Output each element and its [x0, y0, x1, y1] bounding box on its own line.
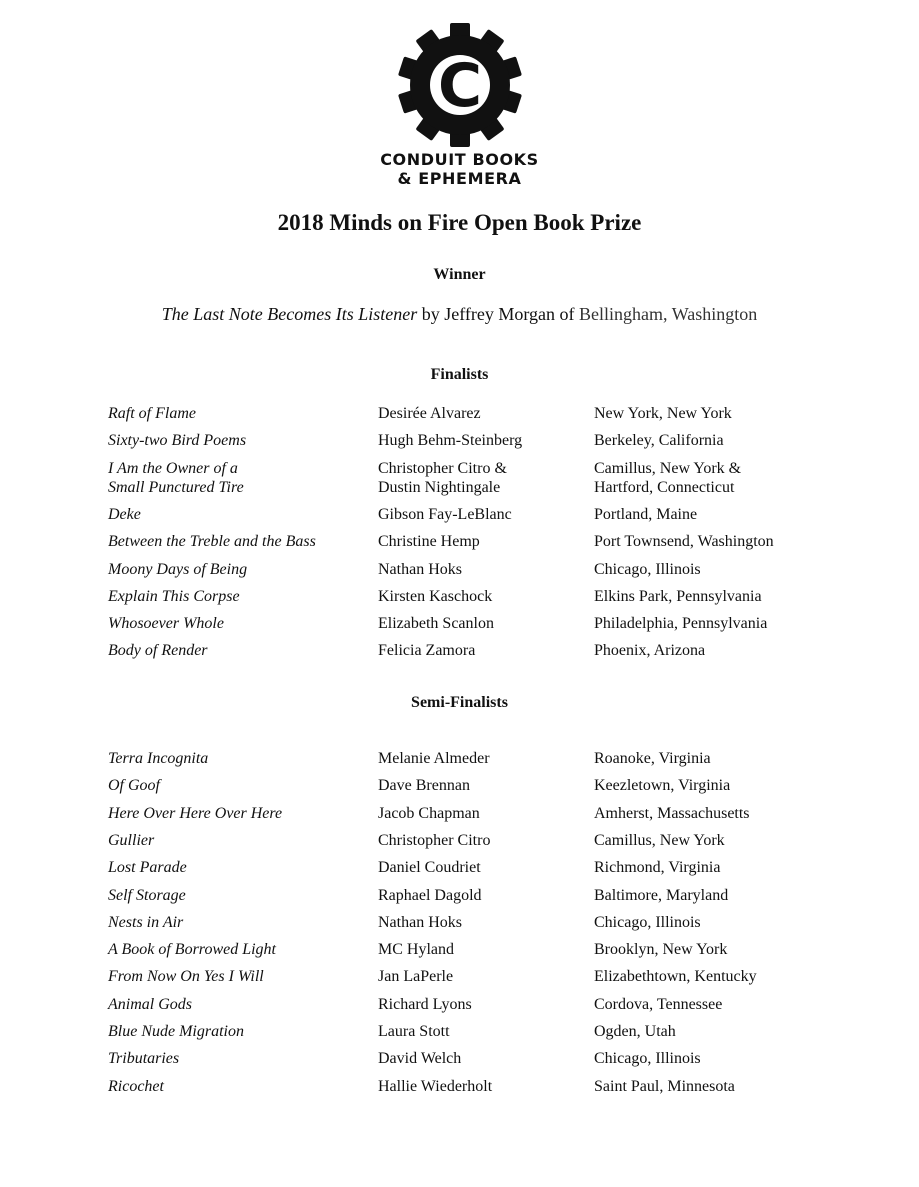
semifinalists-place-line: Keezletown, Virginia: [594, 777, 731, 795]
semifinalists-author: [378, 1077, 492, 1096]
finalists-place-line: Portland, Maine: [594, 505, 698, 523]
semifinalists-author-line: Dave Brennan: [378, 777, 470, 795]
finalists-place-line: Camillus, New York &: [594, 459, 742, 477]
semifinalists-place-line: Brooklyn, New York: [594, 941, 728, 959]
winner-by: by: [421, 304, 440, 324]
semifinalists-place: [594, 804, 750, 823]
semifinalists-book-title-line: Animal Gods: [108, 995, 192, 1013]
semifinalists-author: [378, 1022, 450, 1041]
finalists-place-line: Philadelphia, Pennsylvania: [594, 615, 768, 633]
semifinalists-place: [594, 940, 727, 959]
finalists-book-title: [108, 587, 240, 606]
finalists-book-title-line: Whosoever Whole: [108, 615, 224, 633]
finalists-book-title: [108, 614, 224, 633]
semifinalists-book-title-line: From Now On Yes I Will: [108, 968, 264, 986]
finalists-author: [378, 532, 480, 551]
semifinalists-place: [594, 1077, 735, 1096]
semifinalists-place-line: Saint Paul, Minnesota: [594, 1077, 735, 1095]
semifinalists-author-line: Jan LaPerle: [378, 968, 454, 986]
semifinalists-author: [378, 995, 472, 1014]
semifinalists-place-line: Chicago, Illinois: [594, 913, 701, 931]
publisher-logo: [0, 22, 919, 188]
semifinalists-place: [594, 858, 720, 877]
finalists-place-line: Chicago, Illinois: [594, 560, 701, 578]
semifinalists-place-line: Amherst, Massachusetts: [594, 804, 750, 822]
semifinalists-book-title-line: Self Storage: [108, 886, 186, 904]
logo-line-2: & EPHEMERA: [397, 169, 522, 188]
semifinalists-author: [378, 967, 453, 986]
finalists-book-title: [108, 404, 196, 423]
semifinalists-book-title: [108, 776, 160, 795]
finalists-book-title-line: Small Punctured Tire: [108, 478, 244, 496]
finalists-book-title-line: Deke: [108, 505, 141, 523]
semifinalists-author: [378, 804, 480, 823]
finalists-author-line: Dustin Nightingale: [378, 478, 501, 496]
semifinalists-place-line: Baltimore, Maryland: [594, 886, 729, 904]
semifinalists-place-line: Richmond, Virginia: [594, 859, 721, 877]
semifinalists-book-title: [108, 913, 183, 932]
semifinalists-place-line: Ogden, Utah: [594, 1023, 676, 1040]
semifinalists-author: [378, 831, 490, 850]
semifinalists-author-line: Hallie Wiederholt: [378, 1077, 493, 1095]
page-title: 2018 Minds on Fire Open Book Prize: [277, 210, 642, 235]
finalists-book-title: [108, 505, 141, 524]
semifinalists-author-line: Daniel Coudriet: [378, 859, 481, 877]
finalists-author-line: Gibson Fay-LeBlanc: [378, 505, 512, 523]
finalists-book-title: [108, 532, 316, 551]
finalists-heading: Finalists: [430, 366, 489, 383]
semifinalists-book-title-line: Lost Parade: [108, 859, 187, 877]
semifinalists-author-line: Richard Lyons: [378, 995, 472, 1013]
finalists-place: [594, 505, 697, 524]
finalists-place-line: Hartford, Connecticut: [594, 478, 735, 496]
gear-logo-icon: [392, 22, 528, 148]
semifinalists-place: [594, 1049, 701, 1068]
semifinalists-book-title: [108, 967, 264, 986]
finalists-author: [378, 560, 462, 579]
semifinalists-heading: Semi-Finalists: [411, 694, 508, 711]
finalists-place-line: Phoenix, Arizona: [594, 642, 706, 660]
semifinalists-book-title: [108, 1077, 164, 1096]
winner-place: Bellingham, Washington: [579, 304, 758, 324]
finalists-book-title-line: Explain This Corpse: [108, 587, 240, 605]
finalists-author: [378, 614, 494, 633]
finalists-author-line: Hugh Behm-Steinberg: [378, 432, 523, 450]
finalists-book-title: [108, 459, 244, 497]
logo-wordmark: [0, 150, 919, 188]
finalists-book-title-line: Between the Treble and the Bass: [108, 533, 316, 551]
semifinalists-author: [378, 776, 470, 795]
semifinalists-author: [378, 913, 462, 932]
finalists-author: [378, 459, 507, 497]
winner-heading: Winner: [433, 266, 486, 283]
semifinalists-place: [594, 776, 730, 795]
semifinalists-place: [594, 995, 722, 1014]
finalists-book-title: [108, 560, 247, 579]
semifinalists-author: [378, 1049, 461, 1068]
semifinalists-author: [378, 749, 490, 768]
finalists-book-title-line: Sixty-two Bird Poems: [108, 432, 247, 450]
semifinalists-place: [594, 913, 701, 932]
finalists-place: [594, 459, 741, 497]
finalists-place: [594, 404, 732, 423]
semifinalists-book-title-line: Nests in Air: [108, 913, 184, 931]
winner-entry: [0, 304, 919, 325]
finalists-author-line: Desirée Alvarez: [378, 405, 481, 422]
semifinalists-author-line: Christopher Citro: [378, 831, 491, 849]
semifinalists-book-title: [108, 749, 208, 768]
semifinalists-place-line: Camillus, New York: [594, 831, 725, 849]
semifinalists-author: [378, 886, 482, 905]
finalists-place: [594, 641, 705, 660]
finalists-place-line: Elkins Park, Pennsylvania: [594, 587, 762, 605]
finalists-book-title: [108, 431, 246, 450]
finalists-author: [378, 505, 512, 524]
semifinalists-book-title: [108, 886, 186, 905]
semifinalists-book-title: [108, 858, 187, 877]
semifinalists-book-title-line: A Book of Borrowed Light: [108, 941, 276, 959]
semifinalists-place-line: Chicago, Illinois: [594, 1050, 701, 1068]
finalists-place: [594, 560, 701, 579]
finalists-author: [378, 587, 492, 606]
finalists-book-title-line: Moony Days of Being: [108, 560, 248, 578]
semifinalists-book-title-line: Blue Nude Migration: [108, 1023, 244, 1040]
semifinalists-author-line: David Welch: [378, 1050, 462, 1068]
finalists-book-title-line: Body of Render: [108, 642, 208, 660]
finalists-author-line: Christopher Citro &: [378, 459, 507, 477]
finalists-author-line: Nathan Hoks: [378, 560, 462, 578]
finalists-author-line: Felicia Zamora: [378, 642, 476, 660]
semifinalists-book-title: [108, 1022, 244, 1041]
semifinalists-book-title-line: Tributaries: [108, 1050, 180, 1068]
semifinalists-author: [378, 858, 481, 877]
semifinalists-place: [594, 967, 757, 986]
semifinalists-place: [594, 1022, 676, 1041]
finalists-author-line: Christine Hemp: [378, 533, 480, 551]
semifinalists-author: [378, 940, 454, 959]
finalists-place: [594, 532, 774, 551]
semifinalists-book-title: [108, 995, 192, 1014]
finalists-place: [594, 587, 762, 606]
semifinalists-book-title: [108, 940, 276, 959]
semifinalists-author-line: Jacob Chapman: [378, 804, 480, 822]
finalists-author-line: Elizabeth Scanlon: [378, 615, 494, 633]
semifinalists-place-line: Elizabethtown, Kentucky: [594, 968, 757, 986]
logo-line-1: CONDUIT BOOKS: [380, 150, 539, 169]
winner-author: Jeffrey Morgan: [444, 304, 556, 324]
semifinalists-book-title: [108, 804, 282, 823]
semifinalists-place: [594, 831, 725, 850]
finalists-author: [378, 431, 522, 450]
finalists-place-line: New York, New York: [594, 405, 732, 422]
semifinalists-book-title: [108, 831, 154, 850]
semifinalists-author-line: Raphael Dagold: [378, 886, 482, 904]
logo-emblem-letter: C: [437, 51, 482, 121]
finalists-place: [594, 431, 724, 450]
finalists-place: [594, 614, 767, 633]
semifinalists-place: [594, 749, 711, 768]
semifinalists-place-line: Cordova, Tennessee: [594, 995, 723, 1013]
semifinalists-author-line: Laura Stott: [378, 1023, 450, 1040]
finalists-book-title-line: I Am the Owner of a: [108, 459, 238, 477]
finalists-place-line: Port Townsend, Washington: [594, 533, 774, 551]
semifinalists-book-title-line: Terra Incognita: [108, 750, 209, 767]
finalists-place-line: Berkeley, California: [594, 432, 724, 450]
semifinalists-place: [594, 886, 728, 905]
semifinalists-book-title-line: Gullier: [108, 831, 155, 849]
semifinalists-author-line: Nathan Hoks: [378, 913, 462, 931]
winner-of: of: [559, 304, 575, 324]
finalists-author-line: Kirsten Kaschock: [378, 587, 493, 605]
finalists-book-title: [108, 641, 208, 660]
semifinalists-book-title: [108, 1049, 179, 1068]
semifinalists-place-line: Roanoke, Virginia: [594, 750, 711, 767]
semifinalists-book-title-line: Of Goof: [108, 777, 160, 795]
finalists-author: [378, 404, 481, 423]
semifinalists-author-line: MC Hyland: [378, 941, 454, 959]
winner-book-title: The Last Note Becomes Its Listener: [161, 304, 418, 324]
semifinalists-book-title-line: Ricochet: [108, 1077, 164, 1095]
semifinalists-book-title-line: Here Over Here Over Here: [108, 804, 283, 822]
finalists-author: [378, 641, 475, 660]
finalists-book-title-line: Raft of Flame: [108, 405, 196, 422]
semifinalists-author-line: Melanie Almeder: [378, 750, 490, 767]
